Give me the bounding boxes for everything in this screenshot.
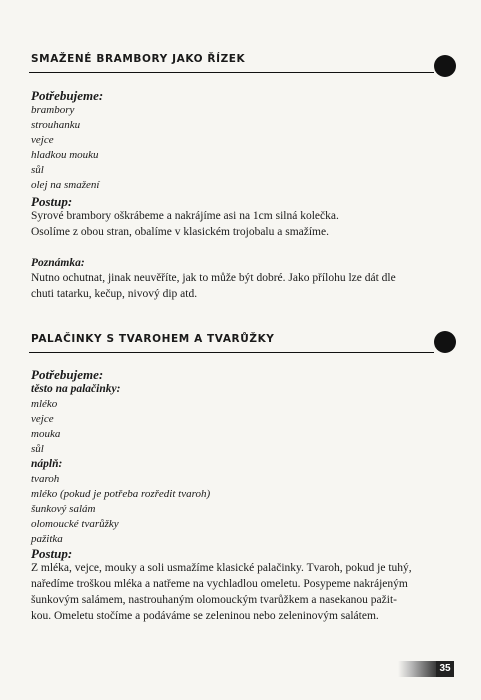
method-line: Z mléka, vejce, mouky a soli usmažíme klasické palačinky. Tvaroh, pokud je tuhý, [31, 562, 412, 574]
ingredient-item: tvaroh [31, 473, 60, 485]
ingredient-item: mouka [31, 428, 61, 440]
footer-gradient-bar [398, 661, 436, 677]
note-line: chuti tatarku, kečup, nivový dip atd. [31, 288, 198, 300]
title-rule [29, 352, 434, 353]
ingredient-item: hladkou mouku [31, 149, 99, 161]
title-bullet-icon [434, 55, 456, 77]
method-heading: Postup: [31, 546, 73, 561]
ingredient-item: vejce [31, 134, 54, 146]
recipe-title: PALAČINKY S TVAROHEM A TVARŮŽKY [31, 333, 275, 345]
ingredient-item: brambory [31, 104, 75, 116]
ingredient-item: olej na smažení [31, 179, 100, 191]
ingredient-item: sůl [31, 443, 44, 455]
ingredient-item: sůl [31, 164, 44, 176]
method-line: Osolíme z obou stran, obalíme v klasickém trojobalu a smažíme. [31, 226, 329, 238]
title-bullet-icon [434, 331, 456, 353]
recipe-title: SMAŽENÉ BRAMBORY JAKO ŘÍZEK [31, 53, 246, 65]
ingredient-item: mléko [31, 398, 58, 410]
method-line: Syrové brambory oškrábeme a nakrájíme asi na 1cm silná kolečka. [31, 210, 339, 222]
ingredient-item: vejce [31, 413, 54, 425]
filling-subheading: náplň: [31, 458, 63, 470]
method-heading: Postup: [31, 194, 73, 209]
ingredient-item: pažitka [31, 533, 63, 545]
note-heading: Poznámka: [31, 257, 85, 269]
method-line: šunkovým salámem, nastrouhaným olomouckým tvarůžkem a nasekanou pažit- [31, 594, 397, 606]
ingredient-item: strouhanku [31, 119, 81, 131]
page-number: 35 [436, 661, 454, 677]
ingredient-item: mléko (pokud je potřeba rozředit tvaroh) [31, 488, 211, 500]
ingredients-heading: Potřebujeme: [31, 367, 104, 382]
dough-subheading: těsto na palačinky: [31, 383, 121, 395]
ingredients-heading: Potřebujeme: [31, 88, 104, 103]
method-line: naředíme troškou mléka a natřeme na vychladlou omeletu. Posypeme nakrájeným [31, 578, 408, 590]
ingredient-item: olomoucké tvarůžky [31, 518, 119, 530]
note-line: Nutno ochutnat, jinak neuvěříte, jak to může být dobré. Jako přílohu lze dát dle [31, 272, 396, 284]
title-rule [29, 72, 434, 73]
method-line: kou. Omeletu stočíme a podáváme se zeleninou nebo zeleninovým salátem. [31, 610, 379, 622]
ingredient-item: šunkový salám [31, 503, 96, 515]
